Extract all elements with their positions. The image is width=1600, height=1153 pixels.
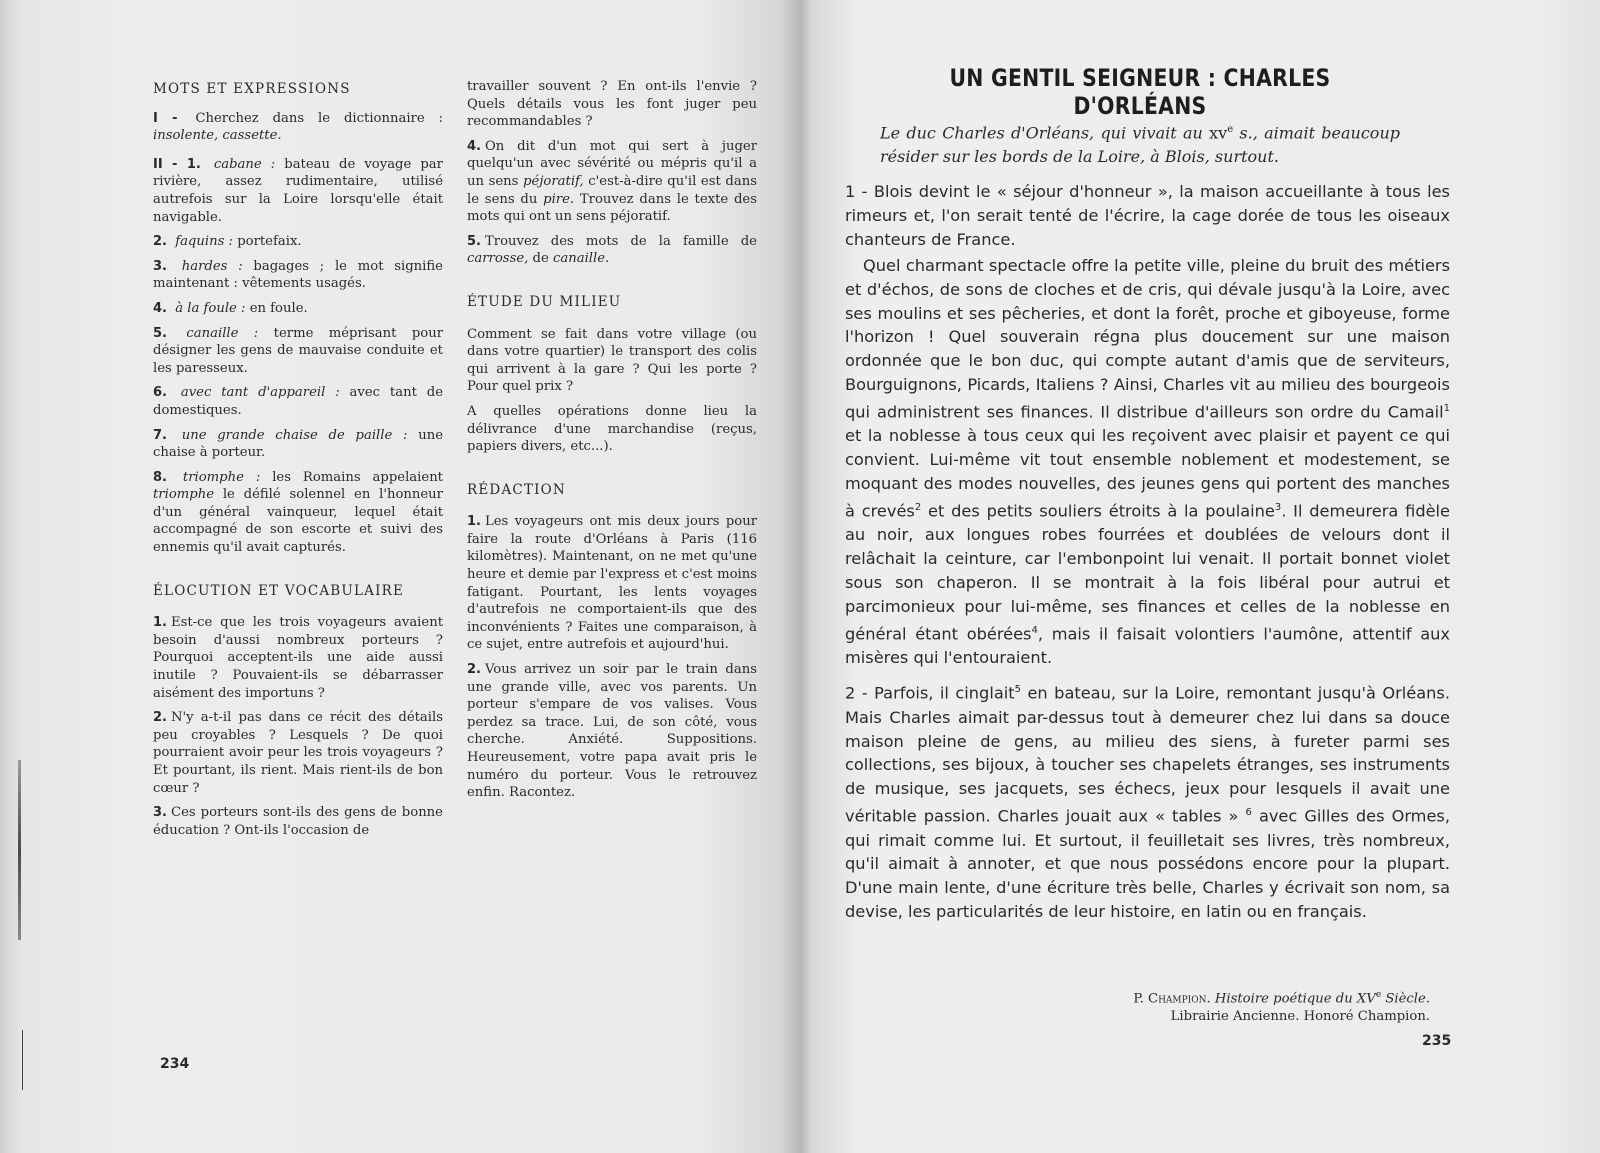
main-text	[845, 180, 1450, 930]
citation-line: P. Champion. Histoire poétique du XVe Siècle.	[1133, 990, 1430, 1007]
etude-paragraph: A quelles opérations donne lieu la délivrance d'une marchandise (reçus, papiers divers, etc...).	[467, 403, 757, 455]
elocution-item: 5. Trouvez des mots de la famille de carrosse, de canaille.	[467, 233, 757, 267]
elocution-item: 1. Est-ce que les trois voyageurs avaient besoin d'aussi nombreux porteurs ? Pourquoi acceptent-ils une aide aussi inutile ? Pouvaient-ils se débarrasser aisément des importuns ?	[153, 615, 443, 701]
mots-item: 3. hardes : bagages ; le mot signifie maintenant : vêtements usagés.	[153, 258, 443, 292]
chapter-title: UN GENTIL SEIGNEUR : CHARLES D'ORLÉANS	[949, 64, 1331, 120]
mots-item: 8. triomphe : les Romains appelaient triomphe le défilé solennel en l'honneur d'un général vainqueur, lequel était accompagné de son escorte et suivi des ennemis qu'il avait capturés.	[153, 469, 443, 556]
body-paragraph: 2 - Parfois, il cinglait$^5$ en bateau, sur la Loire, remontant jusqu'à Orléans. Mais Charles aimait par-dessus tout à demeurer chez lui dans sa douce maison pleine de gens, au milieu des siens, à fureter parmi ses collections, ses bijoux, à toucher ses chapelets étranges, ses instruments de musique, ses jacquets, ses échecs, jeux pour lesquels il avait une véritable passion. Charles jouait aux « tables » $^6$ avec Gilles des Ormes, qui rimait comme lui. Et surtout, il feuilletait ses livres, très nombreux, qu'il aimait à annoter, et que nous possédons encore pour la plupart. D'une main lente, d'une écriture très belle, Charles y écrivait son nom, sa devise, les particularités de leur histoire, en latin ou en français.	[845, 683, 1450, 922]
mots-item: 6. avec tant d'appareil : avec tant de domestiques.	[153, 385, 443, 418]
page-number-right: 235	[1422, 1033, 1452, 1049]
elocution-item: 4. On dit d'un mot qui sert à juger quelqu'un avec sévérité ou mépris qu'il a un sens péjoratif, c'est-à-dire qu'il est dans le sens du pire. Trouvez dans le texte des mots qui ont un sens péjoratif.	[467, 138, 757, 225]
redaction-item: 2. Vous arrivez un soir par le train dans une grande ville, avec vos parents. Un porteur s'empare de vos valises. Vous perdez sa trace. Lui, de son côté, vous cherche. Anxiété. Suppositions. Heureusement, votre papa avait pris le numéro du porteur. Vous le retrouvez enfin. Racontez.	[467, 662, 757, 801]
page-edge-shadow	[18, 760, 21, 940]
page-edge-line	[22, 1030, 23, 1090]
redaction-heading: RÉDACTION	[467, 481, 566, 498]
citation-publisher: Librairie Ancienne. Honoré Champion.	[1170, 1009, 1430, 1025]
body-paragraph: Quel charmant spectacle offre la petite ville, pleine du bruit des métiers et d'échos, de sons de cloches et de cris, qui dévale jusqu'à la Loire, avec ses moulins et ses pêcheries, et dont la forêt, proche et giboyeuse, forme l'horizon ! Quel souverain régna plus doucement sur une maison ordonnée que le bon duc, qui compte autant d'amis que de serviteurs, Bourguignons, Picards, Italiens ? Ainsi, Charles vit au milieu des bourgeois qui administrent ses finances. Il distribue d'ailleurs son ordre du Camail$^1$ et la noblesse à tous ceux qui les reçoivent avec plaisir et payent ce qui convient. Lui-même vit tout ensemble noblement et modestement, se moquant des modes nouvelles, des jeunes gens qui portent des manches à crevés$^2$ et des petits souliers étroits à la poulaine$^3$. Il demeurera fidèle au noir, aux longues robes fourrées et doublées de velours dont il relâchait la ceinture, car l'embonpoint lui venait. Il portait bonnet violet sous son chaperon. Il se montrait à la fois libéral pour autrui et parcimonieux pour lui-même, ses finances et celles de la noblesse en général étant obérées$^4$, mais il faisait volontiers l'aumône, attentif aux misères qui l'entouraient.	[845, 255, 1451, 668]
page-number-left: 234	[160, 1056, 190, 1072]
intro-paragraph: Le duc Charles d'Orléans, qui vivait au $xv^e$ s., aimait beaucoup résider sur les bords de la Loire, à Blois, surtout.	[880, 123, 1400, 167]
citation	[1133, 986, 1430, 1026]
mots-item: 7. une grande chaise de paille : une chaise à porteur.	[153, 427, 443, 461]
mots-heading: MOTS ET EXPRESSIONS	[153, 81, 351, 97]
mots-item: 5. canaille : terme méprisant pour désigner les gens de mauvaise conduite et les paresseux.	[153, 325, 443, 376]
mots-item: 4. à la foule : en foule.	[153, 300, 308, 316]
continuation-text: travailler souvent ? En ont-ils l'envie ? Quels détails vous les font juger peu recommandables ?	[467, 79, 757, 130]
elocution-item: 3. Ces porteurs sont-ils des gens de bonne éducation ? Ont-ils l'occasion de	[153, 805, 443, 838]
elocution-heading: ÉLOCUTION ET VOCABULAIRE	[153, 582, 405, 599]
body-paragraph: 1 - Blois devint le « séjour d'honneur », la maison accueillante à tous les rimeurs et, l'on serait tenté de l'écrire, la cage dorée de tous les oiseaux chanteurs de France.	[845, 182, 1450, 249]
column-left	[153, 81, 443, 846]
mots-item: II - 1. cabane : bateau de voyage par rivière, assez rudimentaire, utilisé autrefois sur la Loire lorsqu'elle était navigable.	[153, 156, 443, 225]
elocution-item: 2. N'y a-t-il pas dans ce récit des détails peu croyables ? Lesquels ? De quoi pourraient avoir peur les trois voyageurs ? Et pourtant, ils rient. Mais rient-ils de bon cœur ?	[153, 710, 443, 796]
etude-paragraph: Comment se fait dans votre village (ou dans votre quartier) le transport des colis qui arrivent à la gare ? Qui les porte ? Pour quel prix ?	[467, 326, 757, 395]
column-right	[467, 78, 757, 809]
redaction-item: 1. Les voyageurs ont mis deux jours pour faire la route d'Orléans à Paris (116 kilomètres). Maintenant, on ne met qu'une heure et demie par l'express et c'est moins fatigant. Pourtant, les lents voyages d'autrefois ne comportaient-ils que des inconvénients ? Faites une comparaison, à ce sujet, entre autrefois et aujourd'hui.	[467, 514, 757, 653]
mots-item: 2. faquins : portefaix.	[153, 234, 302, 250]
mots-item: I - Cherchez dans le dictionnaire : insolente, cassette.	[153, 110, 443, 144]
etude-heading: ÉTUDE DU MILIEU	[467, 293, 622, 310]
